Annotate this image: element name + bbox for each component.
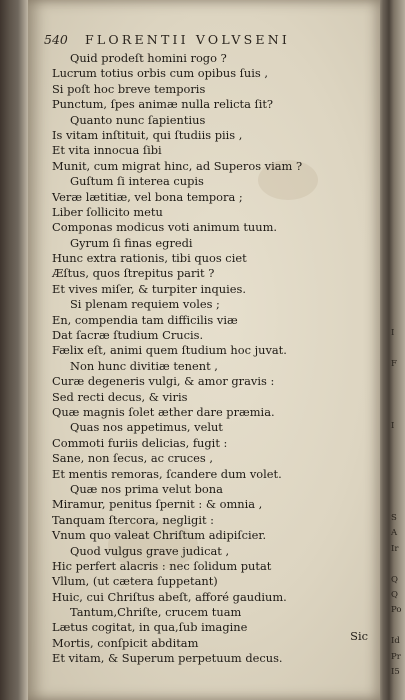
verse-line: Si poſt hoc breve temporis [52, 81, 206, 96]
verse-line: Et mentis remoras, ſcandere dum volet. [52, 466, 282, 481]
verse-line: Mortis, conſpicit abditam [52, 635, 199, 650]
facing-page-fragment: I5 [391, 667, 400, 677]
verse-line: Fælix eſt, animi quem ſtudium hoc juvat. [52, 343, 287, 358]
verse-line: Punctum, ſpes animæ nulla relicta ſit? [52, 97, 274, 112]
verse-line: Munit, cum migrat hinc, ad Superos viam ? [52, 158, 303, 173]
verse-line: Dat ſacræ ſtudium Crucis. [52, 328, 204, 343]
verse-text [52, 51, 374, 667]
verse-line: Quæ nos prima velut bona [70, 481, 223, 496]
verse-line: Miramur, penitus ſpernit : & omnia , [52, 497, 263, 512]
verse-line: Et vita innocua ſibi [52, 143, 162, 158]
verse-line: Tantum,Chriſte, crucem tuam [70, 605, 242, 620]
verse-line: Æſtus, quos ſtrepitus parit ? [52, 266, 215, 281]
facing-page-fragment: S [391, 513, 397, 523]
verse-line: Veræ lætitiæ, vel bona tempora ; [52, 189, 243, 204]
verse-line: Non hunc divitiæ tenent , [70, 358, 218, 373]
facing-page-edge [387, 0, 405, 700]
verse-line: Lætus cogitat, in qua,ſub imagine [52, 620, 248, 635]
page-number: 540 [44, 32, 68, 47]
facing-page-fragment: I [391, 420, 395, 431]
verse-line: Is vitam inſtituit, qui ſtudiis piis , [52, 127, 243, 142]
verse-line: Et vives miſer, & turpiter inquies. [52, 281, 246, 296]
verse-line: Huic, cui Chriſtus abeſt, afforé gaudium. [52, 589, 287, 604]
verse-line: Vnum quo valeat Chriſtum adipiſcier. [52, 528, 267, 543]
facing-page-fragment: Ir [391, 543, 399, 554]
verse-line: Hunc extra rationis, tibi quos ciet [52, 251, 247, 266]
facing-page-fragment: I [391, 328, 395, 339]
verse-line: Sane, non ſecus, ac cruces , [52, 451, 213, 466]
verse-line: Quæ magnis ſolet æther dare præmia. [52, 404, 275, 419]
facing-page-fragment: Pr [391, 651, 401, 662]
facing-page-fragment: Po [391, 605, 402, 616]
verse-line: Quid prodeſt homini rogo ? [70, 51, 227, 65]
verse-line: Quanto nunc ſapientius [70, 112, 206, 127]
verse-line: Si plenam requiem voles ; [70, 297, 220, 312]
catchword: Sic [350, 629, 368, 643]
facing-page-fragment: Q [391, 590, 398, 600]
verse-line: Commoti furiis delicias, fugit : [52, 435, 228, 450]
verse-line: Quas nos appetimus, velut [70, 420, 223, 435]
facing-page-fragment: A [391, 528, 398, 539]
verse-line: Componas modicus voti animum tuum. [52, 220, 278, 235]
verse-line: Gyrum ſi finas egredi [70, 235, 193, 250]
verse-line: Quod vulgus grave judicat , [70, 543, 230, 558]
running-header [44, 32, 374, 47]
verse-line: Guſtum ſi interea cupis [70, 174, 204, 189]
verse-line: Hic perfert alacris : nec ſolidum putat [52, 558, 272, 573]
facing-page-fragment: Id [391, 636, 400, 647]
verse-line: Liber ſollicito metu [52, 204, 163, 219]
verse-line: Tanquam ſtercora, negligit : [52, 512, 214, 527]
verse-line: Sed recti decus, & viris [52, 389, 188, 404]
facing-page-fragment: F [391, 359, 397, 369]
verse-line: En, compendia tam difficilis viæ [52, 312, 238, 327]
running-title: FLORENTII VOLVSENI [85, 32, 290, 47]
facing-page-fragment: Q [391, 574, 398, 585]
verse-line: Curæ degeneris vulgi, & amor gravis : [52, 374, 275, 389]
verse-line: Lucrum totius orbis cum opibus ſuis , [52, 66, 268, 81]
verse-line: Et vitam, & Superum perpetuum decus. [52, 651, 283, 666]
verse-line: Vllum, (ut cætera ſuppetant) [52, 574, 218, 589]
